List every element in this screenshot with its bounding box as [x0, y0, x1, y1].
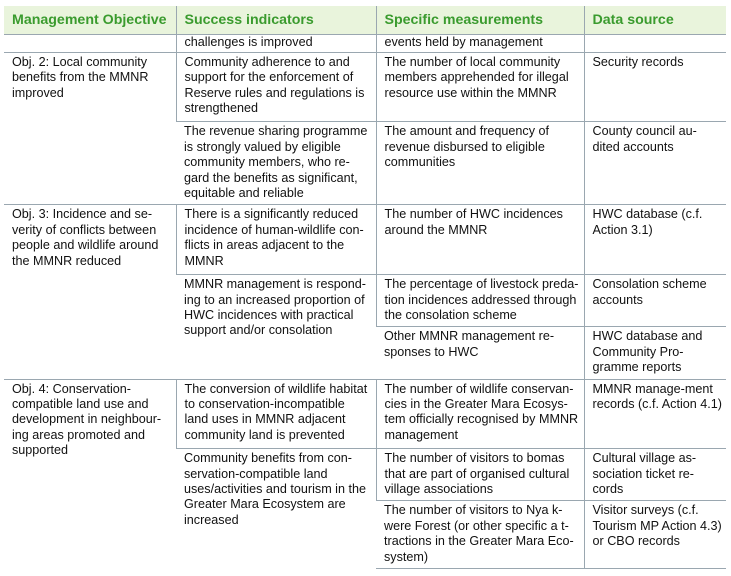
- indicator-cell: There is a significantly reduced incidence of human-wildlife con-flicts in areas adjacent to the MMNR: [176, 205, 376, 275]
- objective-cell: Obj. 4: Conservation-compatible land use and development in neighbour-ing areas promoted and supported: [4, 379, 176, 568]
- measurement-cell: The number of local community members apprehended for illegal resource use within the MMNR: [376, 52, 584, 122]
- measurement-cell: Other MMNR management re-sponses to HWC: [376, 327, 584, 379]
- header-specific-measurements: Specific measurements: [376, 6, 584, 35]
- measurement-cell: The number of visitors to Nya k-were Forest (or other specific a t-tractions in the Greater Mara Eco-system): [376, 501, 584, 569]
- source-cell: [584, 35, 726, 52]
- source-cell: HWC database (c.f. Action 3.1): [584, 205, 726, 275]
- header-management-objective: Management Objective: [4, 6, 176, 35]
- table-row: [4, 52, 726, 122]
- measurement-cell: The amount and frequency of revenue disbursed to eligible communities: [376, 122, 584, 205]
- source-cell: HWC database and Community Pro-gramme reports: [584, 327, 726, 379]
- indicator-cell: challenges is improved: [176, 35, 376, 52]
- source-cell: County council au-dited accounts: [584, 122, 726, 205]
- indicator-cell: Community benefits from con-servation-compatible land uses/activities and tourism in the Greater Mara Ecosystem are increased: [176, 449, 376, 569]
- indicator-cell: MMNR management is respond-ing to an increased proportion of HWC incidences with practical support and/or consolation: [176, 275, 376, 379]
- objective-cell: [4, 35, 176, 52]
- source-cell: Cultural village as-sociation ticket re-cords: [584, 449, 726, 501]
- source-cell: MMNR manage-ment records (c.f. Action 4.1): [584, 379, 726, 449]
- source-cell: Consolation scheme accounts: [584, 275, 726, 327]
- management-objectives-table: [4, 6, 726, 569]
- table-row: [4, 205, 726, 275]
- measurement-cell: The number of HWC incidences around the MMNR: [376, 205, 584, 275]
- header-success-indicators: Success indicators: [176, 6, 376, 35]
- objective-cell: Obj. 2: Local community benefits from the MMNR improved: [4, 52, 176, 205]
- measurement-cell: The number of visitors to bomas that are part of organised cultural village associations: [376, 449, 584, 501]
- header-data-source: Data source: [584, 6, 726, 35]
- measurement-cell: The percentage of livestock preda-tion incidences addressed through the consolation scheme: [376, 275, 584, 327]
- table-row: [4, 379, 726, 449]
- indicator-cell: Community adherence to and support for the enforcement of Reserve rules and regulations is strengthened: [176, 52, 376, 122]
- source-cell: Visitor surveys (c.f. Tourism MP Action 4.3) or CBO records: [584, 501, 726, 569]
- source-cell: Security records: [584, 52, 726, 122]
- measurement-cell: events held by management: [376, 35, 584, 52]
- objectives-table-container: [4, 6, 726, 569]
- table-row-continued: [4, 35, 726, 52]
- measurement-cell: The number of wildlife conservan-cies in the Greater Mara Ecosys-tem officially recognised by MMNR management: [376, 379, 584, 449]
- indicator-cell: The revenue sharing programme is strongly valued by eligible community members, who re-gard the benefits as significant, equitable and reliable: [176, 122, 376, 205]
- table-header-row: [4, 6, 726, 35]
- indicator-cell: The conversion of wildlife habitat to conservation-incompatible land uses in MMNR adjacent community land is prevented: [176, 379, 376, 449]
- objective-cell: Obj. 3: Incidence and se-verity of conflicts between people and wildlife around the MMNR reduced: [4, 205, 176, 379]
